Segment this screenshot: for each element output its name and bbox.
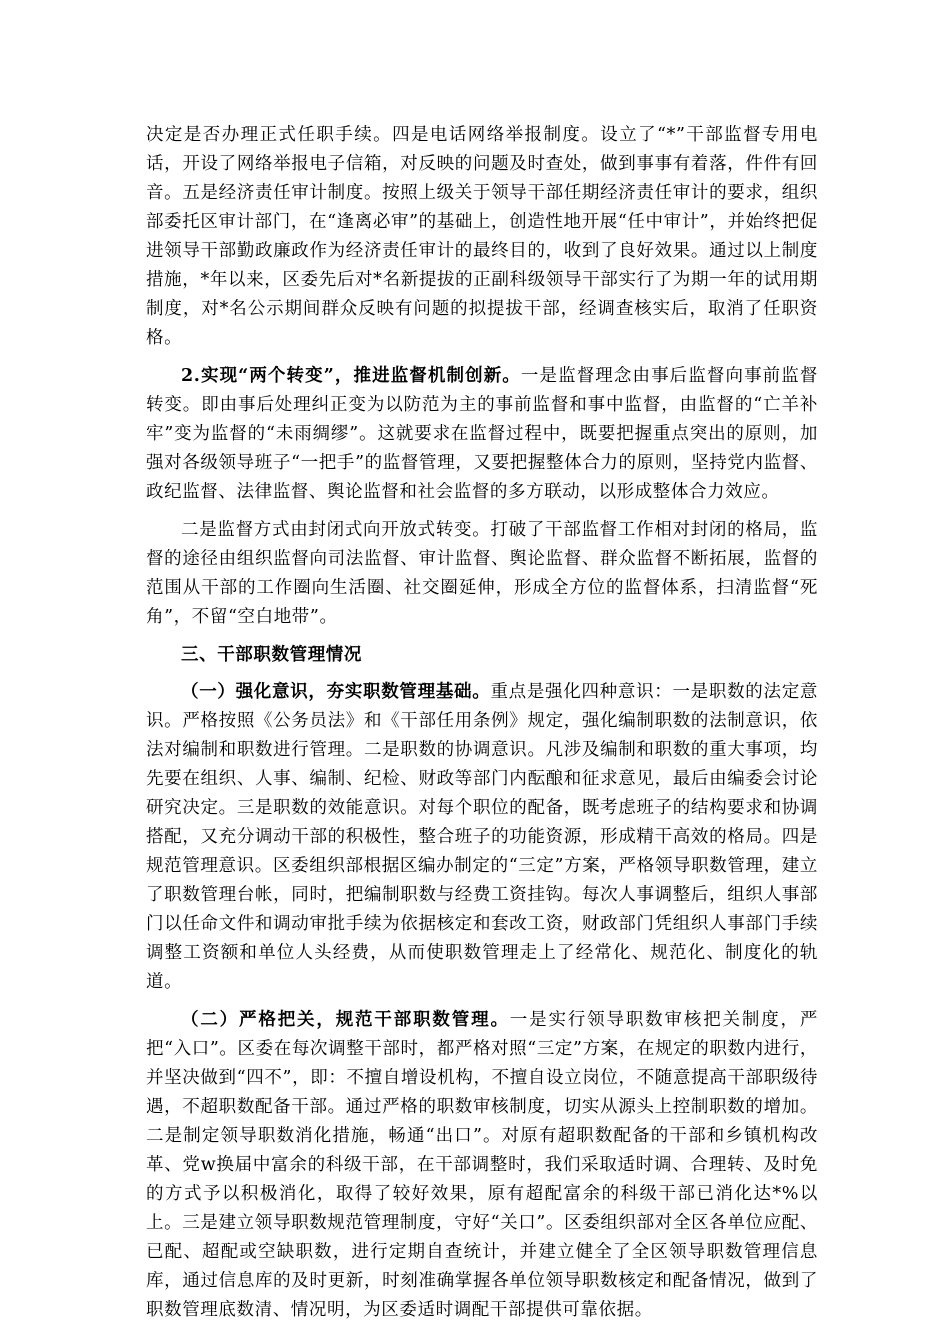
paragraph-text: 一是实行领导职数审核把关制度，严把“入口”。区委在每次调整干部时，都严格对照“三定”方案，在规定的职数内进行，并坚决做到“四不”，即：不擅自增设机构，不擅自设立岗位，不随意提高干部职级待遇，不超职数配备干部。通过严格的职数审核制度，切实从源头上控制职数的增加。二是制定领导职数消化措施，畅通“出口”。对原有超职数配备的干部和乡镇机构改革、党w换届中富余的科级干部，在干部调整时，我们采取适时调、合理转、及时免的方式予以积极消化，取得了较好效果，原有超配富余的科级干部已消化达*%以上。三是建立领导职数规范管理制度，守好“关口”。区委组织部对全区各单位应配、已配、超配或空缺职数，进行定期自查统计，并建立健全了全区领导职数管理信息库，通过信息库的及时更新，时刻准确掌握各单位领导职数核定和配备情况，做到了职数管理底数清、情况明，为区委适时调配干部提供可靠依据。: [146, 1010, 818, 1320]
paragraph-strict-control: [146, 1006, 818, 1325]
paragraph-open-supervision: [146, 516, 818, 632]
paragraph-continued: [146, 121, 818, 353]
paragraph-two-transformations: [146, 362, 818, 507]
paragraph-text: 重点是强化四种意识：一是职数的法定意识。严格按照《公务员法》和《干部任用条例》规定，强化编制职数的法制意识，依法对编制和职数进行管理。二是职数的协调意识。凡涉及编制和职数的重大事项，均先要在组织、人事、编制、纪检、财政等部门内酝酿和征求意见，最后由编委会讨论研究决定。三是职数的效能意识。对每个职位的配备，既考虑班子的结构要求和协调搭配，又充分调动干部的积极性，整合班子的功能资源，形成精干高效的格局。四是规范管理意识。区委组织部根据区编办制定的“三定”方案，严格领导职数管理，建立了职数管理台帐，同时，把编制职数与经费工资挂钩。每次人事调整后，组织人事部门以任命文件和调动审批手续为依据核定和套改工资，财政部门凭组织人事部门手续调整工资额和单位人头经费，从而使职数管理走上了经常化、规范化、制度化的轨道。: [146, 682, 818, 992]
paragraph-text: 二是监督方式由封闭式向开放式转变。打破了干部监督工作相对封闭的格局，监督的途径由组织监督向司法监督、审计监督、舆论监督、群众监督不断拓展，监督的范围从干部的工作圈向生活圈、社交圈延伸，形成全方位的监督体系，扫清监督“死角”，不留“空白地带”。: [146, 520, 818, 627]
paragraph-heading: （二）严格把关，规范干部职数管理。: [181, 1010, 510, 1030]
paragraph-text: 一是监督理念由事后监督向事前监督转变。即由事后处理纠正变为以防范为主的事前监督和事中监督，由监督的“亡羊补牢”变为监督的“未雨绸缪”。这就要求在监督过程中，既要把握重点突出的原则，加强对各级领导班子“一把手”的监督管理，又要把握整体合力的原则，坚持党内监督、政纪监督、法律监督、舆论监督和社会监督的多方联动，以形成整体合力效应。: [146, 366, 818, 502]
document-page: [146, 121, 818, 1334]
paragraph-heading: （一）强化意识，夯实职数管理基础。: [181, 682, 491, 702]
paragraph-heading: 2.实现“两个转变”，推进监督机制创新。: [181, 366, 521, 386]
section-heading-3: 三、干部职数管理情况: [181, 645, 362, 665]
paragraph-text: 决定是否办理正式任职手续。四是电话网络举报制度。设立了“*”干部监督专用电话，开设了网络举报电子信箱，对反映的问题及时查处，做到事事有着落，件件有回音。五是经济责任审计制度。按照上级关于领导干部任期经济责任审计的要求，组织部委托区审计部门，在“逢离必审”的基础上，创造性地开展“任中审计”，并始终把促进领导干部勤政廉政作为经济责任审计的最终目的，收到了良好效果。通过以上制度措施，*年以来，区委先后对*名新提拔的正副科级领导干部实行了为期一年的试用期制度，对*名公示期间群众反映有问题的拟提拔干部，经调查核实后，取消了任职资格。: [146, 125, 818, 348]
paragraph-strengthen-awareness: [146, 678, 818, 997]
